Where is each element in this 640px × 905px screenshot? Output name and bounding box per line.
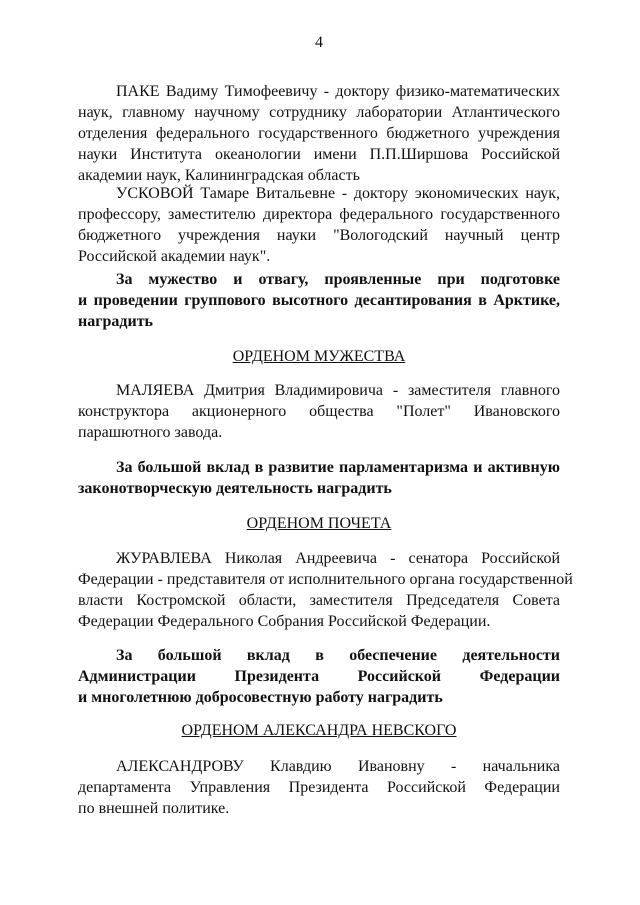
text-line: АЛЕКСАНДРОВУ Клавдию Ивановну - начальника (116, 758, 560, 775)
text-line: МАЛЯЕВА Дмитрия Владимировича - заместителя главного (116, 382, 560, 399)
text-line: по внешней политике. (78, 800, 230, 817)
text-line: бюджетного учреждения науки "Вологодский научный центр (78, 227, 560, 244)
text-line: науки Института океанологии имени П.П.Ширшова Российской (78, 146, 560, 163)
award-reason-courage (78, 269, 560, 332)
text-line: За большой вклад в развитие парламентаризма и активную (116, 459, 560, 476)
text-line: За большой вклад в обеспечение деятельности (116, 647, 560, 664)
text-line: ЖУРАВЛЕВА Николая Андреевича - сенатора Российской (116, 550, 560, 567)
award-paragraph-uskova (78, 183, 560, 267)
text-line: конструктора акционерного общества "Полет" Ивановского (78, 403, 560, 420)
text-line: За мужество и отвагу, проявленные при подготовке (116, 271, 560, 288)
text-line: и проведении группового высотного десантирования в Арктике, (78, 292, 560, 309)
text-line: Федерации - представителя от исполнительного органа государственной (78, 571, 573, 588)
award-reason-administration (78, 645, 560, 708)
page-number: 4 (315, 34, 323, 51)
award-paragraph-alexandrova (78, 756, 560, 819)
text-line: ПАКЕ Вадиму Тимофеевичу - доктору физико-математических (116, 83, 560, 100)
order-heading-honour: ОРДЕНОМ ПОЧЕТА (246, 515, 392, 532)
text-line: отделения федерального государственного бюджетного учреждения (78, 125, 560, 142)
award-paragraph-pake (78, 81, 560, 186)
text-line: власти Костромской области, заместителя Председателя Совета (78, 592, 560, 609)
award-paragraph-zhuravlev (78, 548, 573, 632)
order-heading-alexander-nevsky: ОРДЕНОМ АЛЕКСАНДРА НЕВСКОГО (181, 722, 457, 739)
text-line: Федерации Федерального Собрания Российской Федерации. (78, 613, 491, 630)
text-line: Администрации Президента Российской Федерации (78, 668, 560, 685)
award-reason-parliamentarism (78, 457, 560, 499)
text-line: наук, главному научному сотруднику лаборатории Атлантического (78, 104, 560, 121)
text-line: парашютного завода. (78, 424, 223, 441)
text-line: законотворческую деятельность наградить (78, 480, 392, 497)
award-paragraph-malyaev (78, 380, 560, 443)
text-line: академии наук, Калининградская область (78, 167, 360, 184)
text-line: профессору, заместителю директора федерального государственного (78, 206, 560, 223)
text-line: и многолетнюю добросовестную работу наградить (78, 689, 443, 706)
order-heading-courage: ОРДЕНОМ МУЖЕСТВА (232, 348, 406, 365)
text-line: УСКОВОЙ Тамаре Витальевне - доктору экономических наук, (116, 185, 560, 202)
text-line: наградить (78, 313, 154, 330)
text-line: департамента Управления Президента Российской Федерации (78, 779, 560, 796)
text-line: Российской академии наук". (78, 248, 271, 265)
